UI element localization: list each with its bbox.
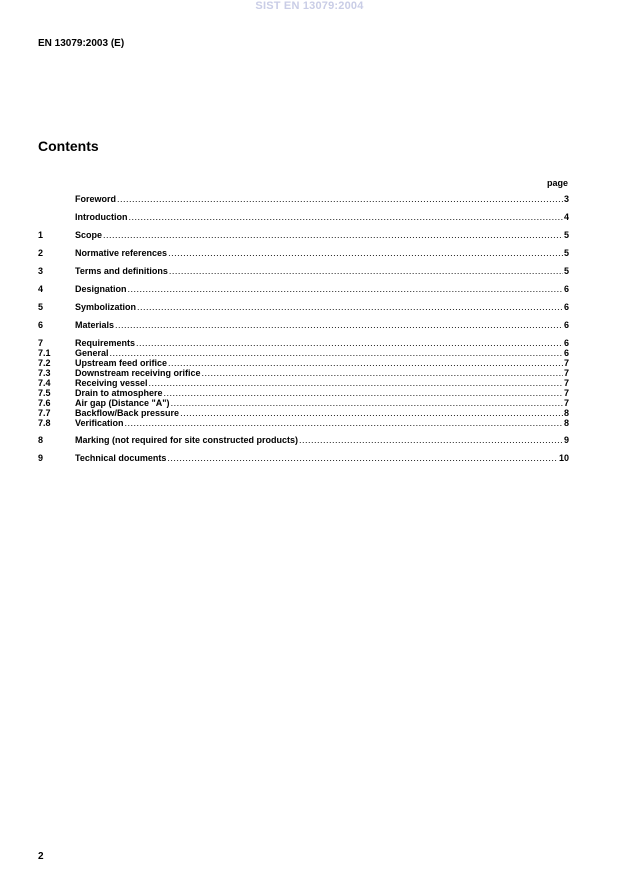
toc-entry-air-gap[interactable] [38, 398, 569, 408]
toc-entry-number: 7.7 [38, 408, 51, 418]
toc-entry-upstream-feed-orifice[interactable] [38, 358, 569, 368]
toc-entry-title: Backflow/Back pressure [75, 408, 180, 418]
toc-entry-page: 4 [563, 212, 569, 222]
toc-entry-title: Marking (not required for site constructed products) [75, 435, 299, 445]
toc-entry-requirements[interactable] [38, 338, 569, 348]
toc-entry-number: 2 [38, 248, 44, 258]
toc-entry-number: 6 [38, 320, 44, 330]
toc-entry-page: 6 [563, 284, 569, 294]
dot-leader [171, 398, 563, 408]
toc-entry-page: 3 [563, 194, 569, 204]
dot-leader [167, 453, 558, 464]
toc-entry-page: 6 [563, 302, 569, 312]
toc-entry-number: 7.2 [38, 358, 51, 368]
dot-leader [202, 368, 563, 378]
document-id: EN 13079:2003 (E) [38, 38, 125, 49]
toc-entry-number: 7.3 [38, 368, 51, 378]
dot-leader [128, 284, 563, 295]
toc-entry-page: 7 [563, 368, 569, 378]
toc-entry-general[interactable] [38, 348, 569, 358]
dot-leader [117, 194, 563, 205]
page-number: 2 [38, 851, 44, 862]
toc-entry-title: Verification [75, 418, 124, 428]
toc-entry-introduction[interactable] [38, 212, 569, 223]
toc-entry-title: Receiving vessel [75, 378, 148, 388]
toc-entry-materials[interactable] [38, 320, 569, 331]
toc-entry-verification[interactable] [38, 418, 569, 428]
toc-entry-designation[interactable] [38, 284, 569, 295]
toc-entry-receiving-vessel[interactable] [38, 378, 569, 388]
toc-entry-number: 1 [38, 230, 44, 240]
toc-entry-title: General [75, 348, 109, 358]
toc-entry-page: 6 [563, 338, 569, 348]
dot-leader [299, 435, 563, 446]
toc-entry-page: 7 [563, 378, 569, 388]
toc-entry-title: Terms and definitions [75, 266, 168, 276]
dot-leader [137, 302, 563, 313]
toc-entry-title: Normative references [75, 248, 168, 258]
dot-leader [136, 338, 563, 348]
table-of-contents [38, 194, 569, 464]
toc-entry-number: 4 [38, 284, 44, 294]
toc-entry-title: Upstream feed orifice [75, 358, 168, 368]
dot-leader [110, 348, 563, 358]
toc-entry-title: Introduction [75, 212, 128, 222]
toc-entry-page: 7 [563, 358, 569, 368]
toc-entry-technical-documents[interactable] [38, 453, 569, 464]
toc-entry-title: Designation [75, 284, 127, 294]
dot-leader [103, 230, 563, 241]
dot-leader [169, 266, 563, 277]
toc-entry-number: 3 [38, 266, 44, 276]
toc-entry-page: 5 [563, 248, 569, 258]
toc-entry-marking[interactable] [38, 435, 569, 446]
toc-entry-title: Air gap (Distance "A") [75, 398, 170, 408]
toc-entry-page: 10 [558, 453, 569, 463]
page-column-label: page [546, 178, 568, 188]
watermark: SIST EN 13079:2004 [255, 0, 364, 12]
toc-entry-downstream-receiving-orifice[interactable] [38, 368, 569, 378]
toc-entry-title: Materials [75, 320, 115, 330]
toc-entry-title: Technical documents [75, 453, 167, 463]
toc-entry-page: 5 [563, 266, 569, 276]
dot-leader [168, 358, 563, 368]
toc-entry-number: 9 [38, 453, 44, 463]
dot-leader [149, 378, 563, 388]
toc-entry-page: 8 [563, 408, 569, 418]
toc-entry-normative-references[interactable] [38, 248, 569, 259]
toc-entry-number: 7.8 [38, 418, 51, 428]
toc-entry-number: 5 [38, 302, 44, 312]
toc-entry-page: 7 [563, 388, 569, 398]
toc-entry-number: 7.1 [38, 348, 51, 358]
toc-entry-page: 9 [563, 435, 569, 445]
toc-entry-page: 6 [563, 320, 569, 330]
toc-entry-foreword[interactable] [38, 194, 569, 205]
toc-entry-scope[interactable] [38, 230, 569, 241]
toc-entry-number: 7.6 [38, 398, 51, 408]
toc-entry-number: 8 [38, 435, 44, 445]
dot-leader [115, 320, 563, 331]
toc-entry-title: Requirements [75, 338, 136, 348]
toc-entry-title: Scope [75, 230, 103, 240]
toc-entry-page: 6 [563, 348, 569, 358]
dot-leader [125, 418, 563, 428]
dot-leader [164, 388, 563, 398]
dot-leader [168, 248, 563, 259]
toc-entry-title: Downstream receiving orifice [75, 368, 201, 378]
dot-leader [180, 408, 563, 418]
toc-entry-title: Symbolization [75, 302, 137, 312]
toc-entry-number: 7 [38, 338, 44, 348]
toc-entry-backflow-back-pressure[interactable] [38, 408, 569, 418]
toc-entry-page: 8 [563, 418, 569, 428]
toc-entry-page: 5 [563, 230, 569, 240]
contents-heading: Contents [38, 138, 99, 154]
dot-leader [129, 212, 563, 223]
toc-entry-terms-and-definitions[interactable] [38, 266, 569, 277]
toc-entry-symbolization[interactable] [38, 302, 569, 313]
toc-entry-title: Foreword [75, 194, 117, 204]
toc-entry-drain-to-atmosphere[interactable] [38, 388, 569, 398]
toc-entry-number: 7.4 [38, 378, 51, 388]
toc-entry-page: 7 [563, 398, 569, 408]
toc-entry-title: Drain to atmosphere [75, 388, 163, 398]
toc-entry-number: 7.5 [38, 388, 51, 398]
